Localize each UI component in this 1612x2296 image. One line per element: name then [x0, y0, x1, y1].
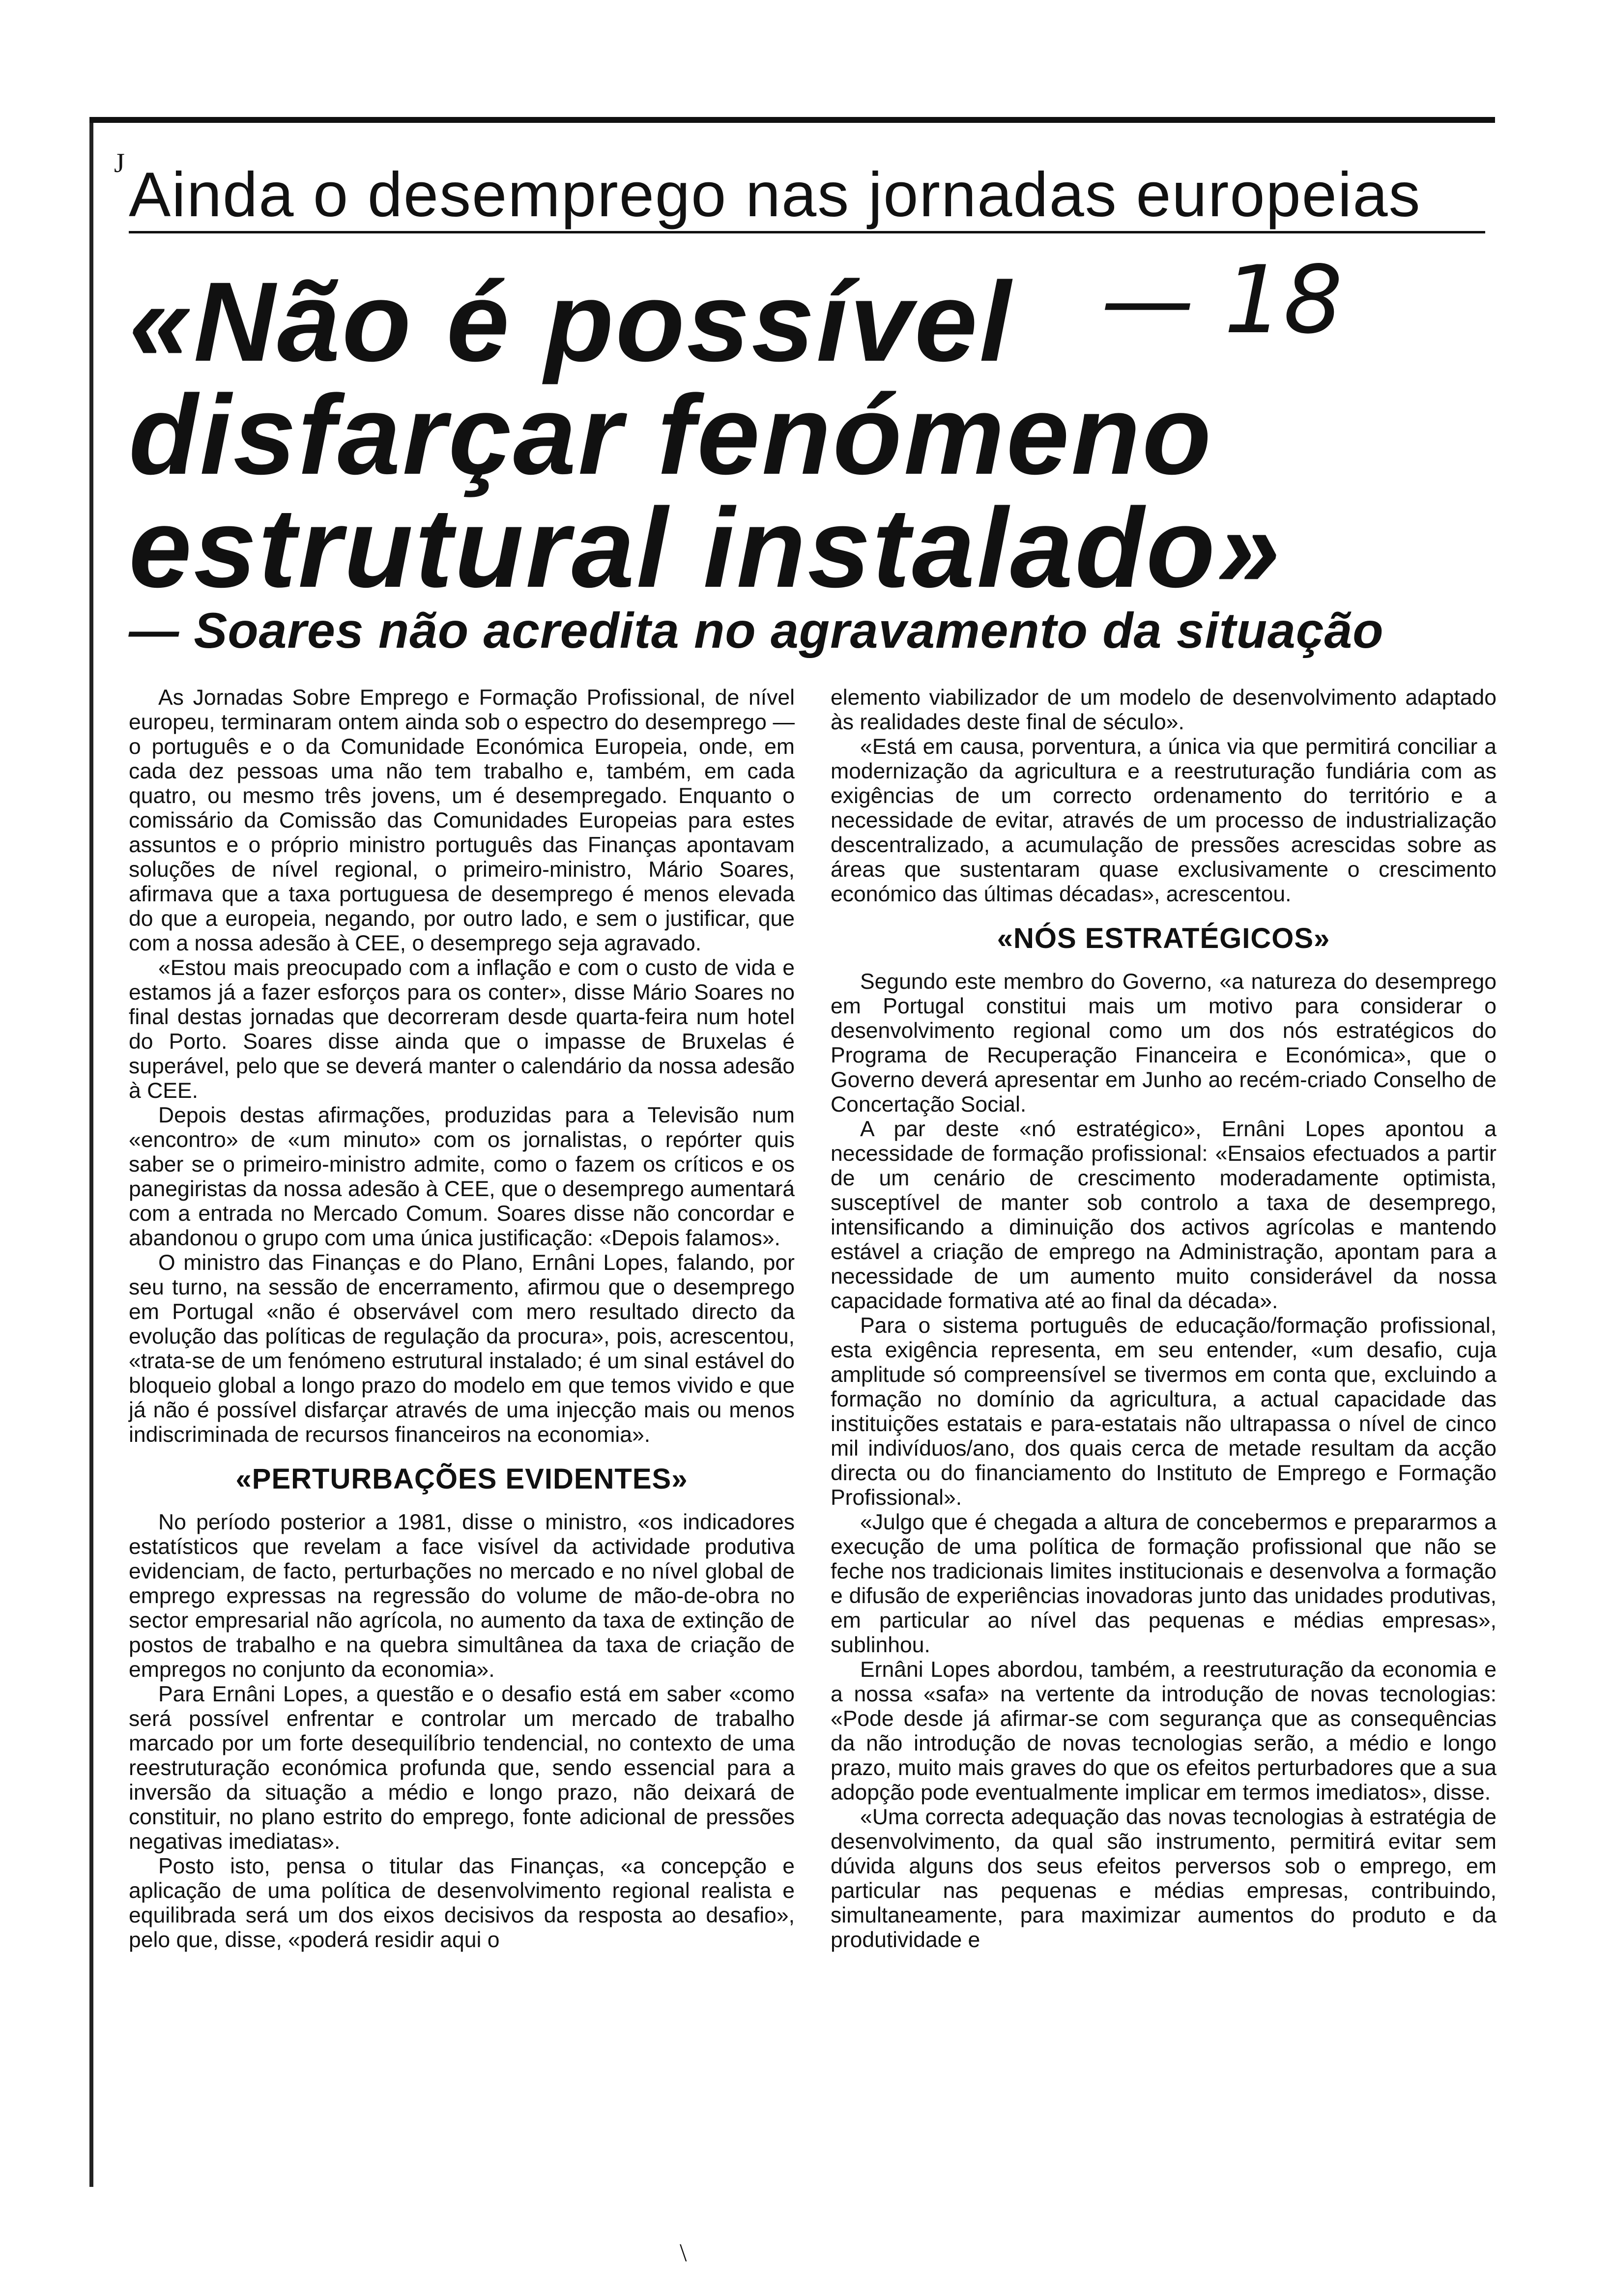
section-heading-perturbacoes: «PERTURBAÇÕES EVIDENTES»: [235, 1463, 688, 1495]
subheadline: — Soares não acredita no agravamento da situação: [129, 603, 1384, 659]
right-paragraph-1: elemento viabilizador de um modelo de desenvolvimento adaptado às realidades deste final de século».: [831, 686, 1497, 734]
left-paragraph-1: As Jornadas Sobre Emprego e Formação Profissional, de nível europeu, terminaram ontem ainda sob o espectro do desemprego — o português e o da Comunidade Económica Europeia, onde, em cada dez pessoas uma não tem trabalho e, também, em cada quatro, ou mesmo três jovens, um é desempregado. Enquanto o comissário da Comissão das Comunidades Europeias para estes assuntos e o próprio ministro português das Finanças apontavam soluções de nível regional, o primeiro-ministro, Mário Soares, afirmava que a taxa portuguesa de desemprego é menos elevada do que a europeia, negando, por outro lado, e sem o justificar, que com a nossa adesão à CEE, o desemprego seja agravado.: [129, 686, 795, 955]
headline-line-1: «Não é possível: [129, 258, 1013, 385]
left-paragraph-6: Para Ernâni Lopes, a questão e o desafio está em saber «como será possível enfrentar e controlar um mercado de trabalho marcado por um forte desequilíbrio tendencial, no contexto de uma reestruturação económica profunda que, sendo essencial para a inversão da situação a médio e longo prazo, não deixará de constituir, no plano estrito do emprego, fonte adicional de pressões negativas imediatas».: [129, 1682, 795, 1854]
corner-mark: J: [114, 148, 125, 178]
right-paragraph-6: «Julgo que é chegada a altura de concebermos e prepararmos a execução de uma política de formação profissional que não se feche nos tradicionais limites institucionais e desenvolva a formação e difusão de experiências inovadoras junto das unidades produtivas, em particular ao nível das pequenas e médias empresas», sublinhou.: [831, 1510, 1497, 1657]
left-paragraph-7: Posto isto, pensa o titular das Finanças, «a concepção e aplicação de uma política de desenvolvimento regional realista e equilibrada será um dos eixos decisivos da resposta ao desafio», pelo que, disse, «poderá residir aqui o: [129, 1854, 795, 1952]
right-paragraph-3: Segundo este membro do Governo, «a natureza do desemprego em Portugal constitui mais um motivo para considerar o desenvolvimento regional como um dos nós estratégicos do Programa de Recuperação Financeira e Económica», que o Governo deverá apresentar em Junho ao recém-criado Conselho de Concertação Social.: [831, 970, 1497, 1117]
left-paragraph-4: O ministro das Finanças e do Plano, Ernâni Lopes, falando, por seu turno, na sessão de encerramento, afirmou que o desemprego em Portugal «não é observável com mero resultado directo da evolução das políticas de regulação da procura», pois, acrescentou, «trata-se de um fenómeno estrutural instalado; é um sinal estável do bloqueio global a longo prazo do modelo em que temos vivido e que já não é possível disfarçar através de uma injecção mais ou menos indiscriminada de recursos financeiros na economia».: [129, 1251, 795, 1447]
right-paragraph-4: A par deste «nó estratégico», Ernâni Lopes apontou a necessidade de formação profissional: «Ensaios efectuados a partir de um cenário de crescimento moderadamente optimista, susceptível de manter sob controlo a taxa de desemprego, intensificando a diminuição dos activos agrícolas e mantendo estável a criação de emprego na Administração, apontam para a necessidade de um aumento muito considerável da nossa capacidade formativa até ao final da década».: [831, 1117, 1497, 1313]
section-heading-nos-estrategicos: «NÓS ESTRATÉGICOS»: [997, 922, 1330, 954]
right-paragraph-8: «Uma correcta adequação das novas tecnologias à estratégia de desenvolvimento, da qual são instrumento, permitirá evitar sem dúvida alguns dos seus efeitos perversos sob o emprego, em particular nas pequenas e médias empresas, contribuindo, simultaneamente, para maximizar aumentos do produto e da produtividade e: [831, 1805, 1497, 1952]
left-margin-rule: [89, 123, 93, 2187]
left-column: [129, 686, 795, 1952]
right-paragraph-5: Para o sistema português de educação/formação profissional, esta exigência representa, em seu entender, «um desafio, cuja amplitude só compreensível se tivermos em conta que, excluindo a formação no domínio da agricultura, a actual capacidade das instituições estatais e para-estatais não ultrapassa o nível de cinco mil indivíduos/ano, dos quais cerca de metade resultam da acção directa ou do financiamento do Instituto de Emprego e Formação Profissional».: [831, 1314, 1497, 1510]
handwritten-annotation: — 18: [1101, 246, 1343, 354]
left-paragraph-5: No período posterior a 1981, disse o ministro, «os indicadores estatísticos que revelam a face visível da actividade produtiva evidenciam, de facto, perturbações no mercado e no nível global de emprego expressas na regressão do volume de mão-de-obra no sector empresarial não agrícola, no aumento da taxa de extinção de postos de trabalho e na quebra simultânea da taxa de criação de empregos no conjunto da economia».: [129, 1510, 795, 1682]
right-paragraph-2: «Está em causa, porventura, a única via que permitirá conciliar a modernização da agricultura e a reestruturação fundiária com as exigências de um correcto ordenamento do território e a necessidade de evitar, através de um processo de industrialização descentralizado, a acumulação de pressões acrescidas sobre as áreas que sustentaram quase exclusivamente o crescimento económico das últimas décadas», acrescentou.: [831, 735, 1497, 906]
headline-line-2: disfarçar fenómeno: [129, 372, 1213, 498]
page-mark: \: [680, 2239, 687, 2267]
top-rule: [89, 117, 1495, 123]
left-paragraph-3: Depois destas afirmações, produzidas para a Televisão num «encontro» de «um minuto» com os jornalistas, o repórter quis saber se o primeiro-ministro admite, como o fazem os críticos e os panegiristas da nossa adesão à CEE, que o desemprego aumentará com a entrada no Mercado Comum. Soares disse não concordar e abandonou o grupo com uma única justificação: «Depois falamos».: [129, 1103, 795, 1250]
kicker-headline: Ainda o desemprego nas jornadas europeias: [129, 162, 1485, 233]
right-paragraph-7: Ernâni Lopes abordou, também, a reestruturação da economia e a nossa «safa» na vertente da introdução de novas tecnologias: «Pode desde já afirmar-se com segurança que as consequências da não introdução de novas tecnologias serão, a médio e longo prazo, muito mais graves do que os efeitos perturbadores que a sua adopção pode eventualmente implicar em termos imediatos», disse.: [831, 1658, 1497, 1805]
left-paragraph-2: «Estou mais preocupado com a inflação e com o custo de vida e estamos já a fazer esforços para os conter», disse Mário Soares no final destas jornadas que decorreram desde quarta-feira num hotel do Porto. Soares disse ainda que o impasse de Bruxelas é superável, pelo que se deverá manter o calendário da nossa adesão à CEE.: [129, 956, 795, 1103]
right-column: [831, 686, 1497, 1952]
headline-line-3: estrutural instalado»: [129, 485, 1282, 611]
